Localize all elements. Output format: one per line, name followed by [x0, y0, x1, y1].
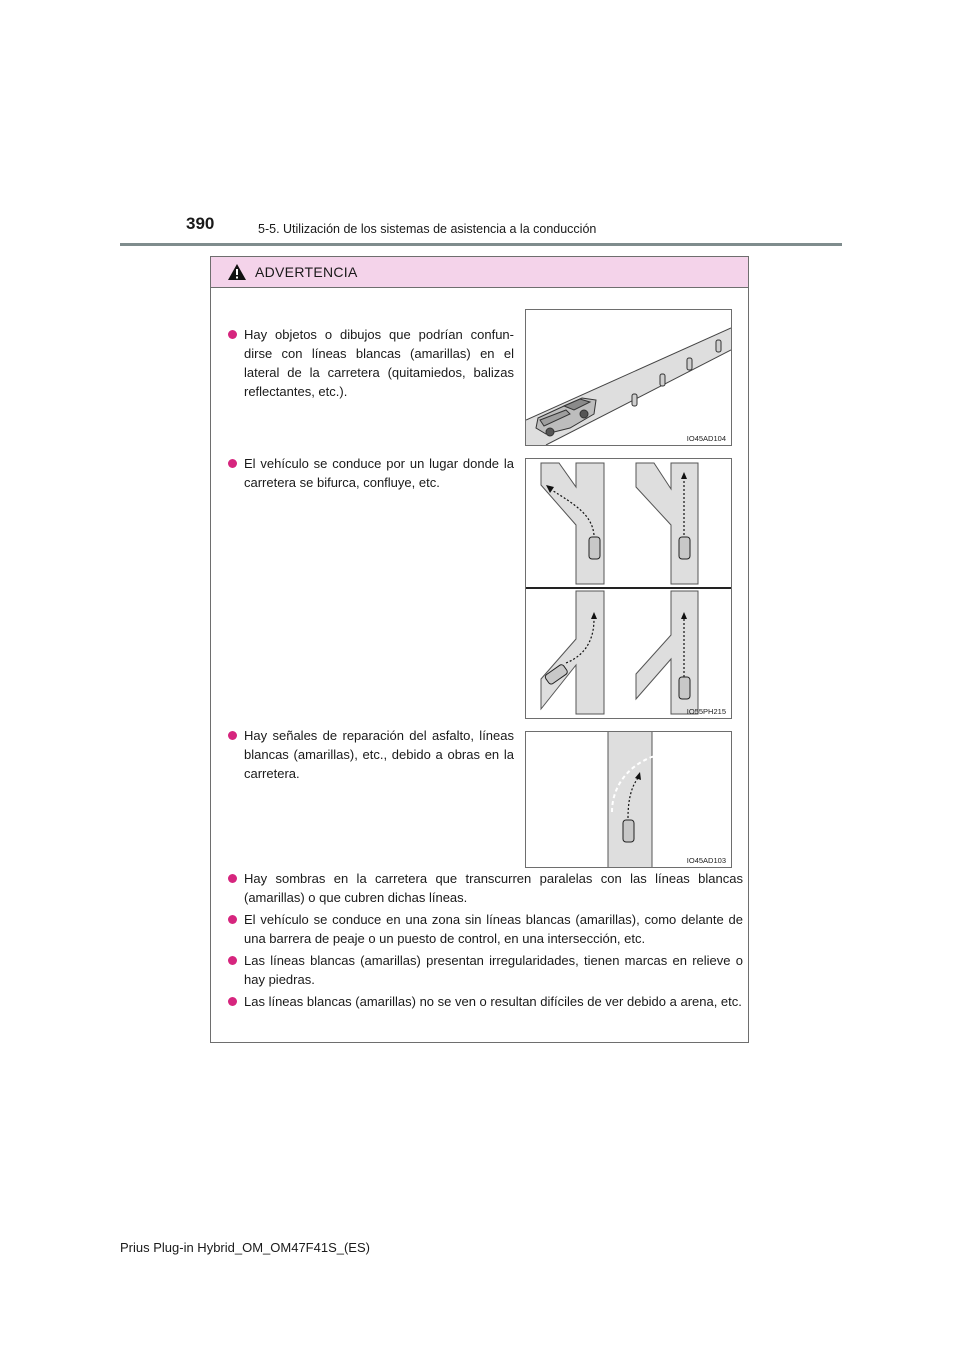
bullet-icon [228, 731, 237, 740]
warning-item [228, 454, 514, 492]
warning-triangle-icon [227, 263, 247, 281]
figure-code: IO45AD103 [686, 856, 726, 865]
warning-item [228, 992, 743, 1011]
figure-roadside-posts [525, 309, 732, 446]
warning-item [228, 325, 514, 401]
bullet-icon [228, 459, 237, 468]
warning-item [228, 869, 743, 907]
header-divider [120, 243, 842, 246]
figure-code: IO45AD104 [686, 434, 726, 443]
warning-item-text: Las líneas blancas (amarillas) presentan irregularidades, tienen marcas en relieve o hay piedras. [244, 953, 743, 987]
warning-item-text: Las líneas blancas (amarillas) no se ven o resultan difíciles de ver debido a arena, etc. [244, 994, 742, 1009]
warning-item-text: El vehículo se conduce por un lugar donde la carretera se bifurca, confluye, etc. [244, 456, 514, 490]
figure-code: IO55PH215 [686, 707, 726, 716]
figure-road-repair [525, 731, 732, 868]
page-number: 390 [186, 214, 215, 233]
bullet-icon [228, 915, 237, 924]
bullet-icon [228, 956, 237, 965]
warning-item-text: El vehículo se conduce en una zona sin líneas blancas (amarillas), como delante de una barrera de peaje o un puesto de control, en una intersección, etc. [244, 912, 743, 946]
warning-title: ADVERTENCIA [255, 264, 358, 280]
bullet-icon [228, 330, 237, 339]
section-title: 5-5. Utilización de los sistemas de asistencia a la conducción [258, 222, 597, 236]
roadside-posts-illustration [526, 310, 731, 445]
warning-item-text: Hay sombras en la carretera que transcurren paralelas con las líneas blancas (amarillas) o que cubren dichas líneas. [244, 871, 743, 905]
footer-model-code: Prius Plug-in Hybrid_OM_OM47F41S_(ES) [120, 1240, 370, 1255]
road-repair-illustration [526, 732, 731, 867]
fork-merge-illustration [526, 459, 731, 718]
warning-item-text: Hay señales de reparación del asfalto, líneas blancas (amarillas), etc., debido a obras en la carretera. [244, 728, 514, 781]
figure-fork-merge [525, 458, 732, 719]
warning-item [228, 951, 743, 989]
warning-header [211, 257, 748, 288]
warning-item [228, 726, 514, 783]
warning-item-text: Hay objetos o dibujos que podrían confun-dirse con líneas blancas (amarillas) en el lateral de la carretera (quitamiedos, balizas reflectantes, etc.). [244, 327, 514, 399]
bullet-icon [228, 874, 237, 883]
warning-item [228, 910, 743, 948]
bullet-icon [228, 997, 237, 1006]
